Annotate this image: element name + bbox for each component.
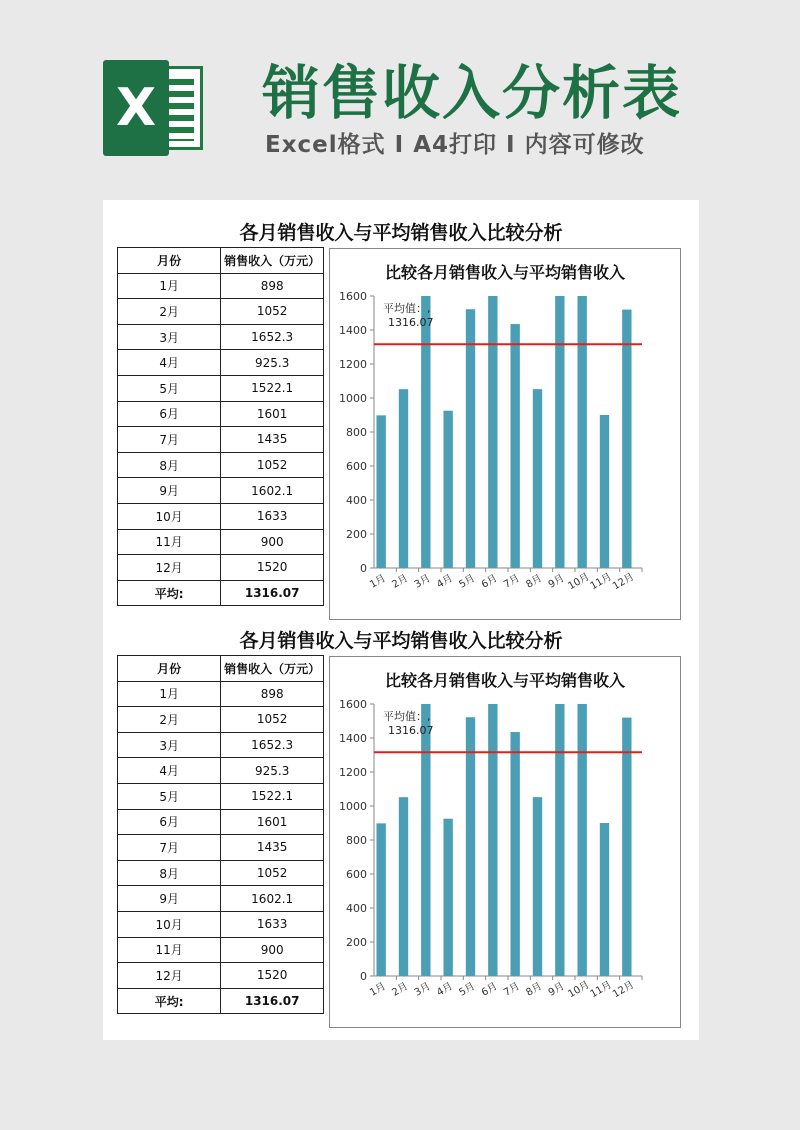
revenue-cell: 1652.3 xyxy=(221,324,324,350)
x-tick-label: 2月 xyxy=(390,572,411,591)
revenue-cell: 1052 xyxy=(221,860,324,886)
sheet-page xyxy=(103,200,699,1040)
revenue-cell: 900 xyxy=(221,529,324,555)
sales-table xyxy=(117,247,324,606)
bar xyxy=(466,717,475,976)
bar xyxy=(533,389,542,568)
x-tick-label: 12月 xyxy=(610,571,637,593)
y-tick-label: 800 xyxy=(346,426,367,439)
x-tick-label: 8月 xyxy=(524,980,545,999)
revenue-cell: 900 xyxy=(221,937,324,963)
x-tick-label: 11月 xyxy=(588,571,614,593)
y-tick-label: 1400 xyxy=(339,324,367,337)
excel-logo xyxy=(103,60,203,156)
y-tick-label: 400 xyxy=(346,902,367,915)
bar xyxy=(376,415,385,568)
table-row xyxy=(118,963,324,989)
bar xyxy=(488,296,497,568)
month-cell: 9月 xyxy=(118,478,221,504)
table-row xyxy=(118,860,324,886)
table-row xyxy=(118,324,324,350)
x-tick-label: 6月 xyxy=(479,980,500,999)
month-cell: 7月 xyxy=(118,427,221,453)
y-tick-label: 600 xyxy=(346,868,367,881)
revenue-cell: 1602.1 xyxy=(221,886,324,912)
bar xyxy=(510,324,519,568)
y-tick-label: 1200 xyxy=(339,766,367,779)
bar xyxy=(466,309,475,568)
y-tick-label: 0 xyxy=(360,562,367,575)
month-cell: 12月 xyxy=(118,555,221,581)
bar xyxy=(533,797,542,976)
bar xyxy=(399,797,408,976)
y-tick-label: 200 xyxy=(346,528,367,541)
average-line-label: 平均值：, 1316.07 xyxy=(383,302,434,329)
header-revenue: 销售收入（万元） xyxy=(221,656,324,682)
y-tick-label: 1400 xyxy=(339,732,367,745)
y-tick-label: 1600 xyxy=(339,698,367,711)
revenue-cell: 1052 xyxy=(221,452,324,478)
table-row xyxy=(118,299,324,325)
y-tick-label: 1000 xyxy=(339,392,367,405)
table-row xyxy=(118,503,324,529)
revenue-cell: 1522.1 xyxy=(221,783,324,809)
x-tick-label: 9月 xyxy=(546,980,567,999)
table-row xyxy=(118,350,324,376)
bar xyxy=(622,310,631,568)
month-cell: 1月 xyxy=(118,681,221,707)
table-header-row xyxy=(118,248,324,274)
header-month: 月份 xyxy=(118,656,221,682)
bar xyxy=(600,823,609,976)
header-month: 月份 xyxy=(118,248,221,274)
table-row xyxy=(118,401,324,427)
y-tick-label: 1000 xyxy=(339,800,367,813)
x-tick-label: 3月 xyxy=(412,572,433,591)
sales-table xyxy=(117,655,324,1014)
average-value: 1316.07 xyxy=(221,988,324,1014)
table-row xyxy=(118,783,324,809)
revenue-cell: 925.3 xyxy=(221,350,324,376)
y-tick-label: 200 xyxy=(346,936,367,949)
table-row xyxy=(118,375,324,401)
bar xyxy=(577,296,586,568)
sales-chart xyxy=(329,248,681,620)
x-tick-label: 10月 xyxy=(566,979,592,1001)
table-row xyxy=(118,707,324,733)
revenue-cell: 1435 xyxy=(221,835,324,861)
revenue-cell: 1435 xyxy=(221,427,324,453)
x-tick-label: 7月 xyxy=(502,980,522,999)
x-tick-label: 7月 xyxy=(502,572,522,591)
page-subtitle: Excel格式 I A4打印 I 内容可修改 xyxy=(265,132,645,158)
bar-chart-svg xyxy=(330,249,680,619)
x-tick-label: 2月 xyxy=(390,980,411,999)
x-tick-label: 4月 xyxy=(435,572,455,591)
average-label: 平均: xyxy=(118,988,221,1014)
bar xyxy=(421,296,430,568)
bar xyxy=(622,718,631,976)
table-row xyxy=(118,681,324,707)
revenue-cell: 1633 xyxy=(221,911,324,937)
bar xyxy=(488,704,497,976)
x-tick-label: 1月 xyxy=(368,980,388,999)
average-label: 平均: xyxy=(118,580,221,606)
bar xyxy=(600,415,609,568)
revenue-cell: 1601 xyxy=(221,809,324,835)
table-row xyxy=(118,529,324,555)
revenue-cell: 1601 xyxy=(221,401,324,427)
revenue-cell: 1652.3 xyxy=(221,732,324,758)
month-cell: 9月 xyxy=(118,886,221,912)
page-title: 销售收入分析表 xyxy=(262,59,683,127)
month-cell: 5月 xyxy=(118,783,221,809)
y-tick-label: 1600 xyxy=(339,290,367,303)
average-value: 1316.07 xyxy=(221,580,324,606)
x-tick-label: 6月 xyxy=(479,572,500,591)
bar xyxy=(376,823,385,976)
x-tick-label: 10月 xyxy=(566,571,592,593)
month-cell: 3月 xyxy=(118,732,221,758)
bar xyxy=(399,389,408,568)
month-cell: 11月 xyxy=(118,529,221,555)
month-cell: 8月 xyxy=(118,452,221,478)
table-header-row xyxy=(118,656,324,682)
table-row xyxy=(118,732,324,758)
revenue-cell: 1052 xyxy=(221,707,324,733)
month-cell: 6月 xyxy=(118,401,221,427)
revenue-cell: 898 xyxy=(221,273,324,299)
table-row xyxy=(118,809,324,835)
header-revenue: 销售收入（万元） xyxy=(221,248,324,274)
average-line-label: 平均值：, 1316.07 xyxy=(383,710,434,737)
x-tick-label: 11月 xyxy=(588,979,614,1001)
y-tick-label: 400 xyxy=(346,494,367,507)
revenue-cell: 1052 xyxy=(221,299,324,325)
month-cell: 6月 xyxy=(118,809,221,835)
revenue-cell: 1520 xyxy=(221,555,324,581)
sales-chart xyxy=(329,656,681,1028)
revenue-cell: 1633 xyxy=(221,503,324,529)
month-cell: 10月 xyxy=(118,911,221,937)
table-row xyxy=(118,835,324,861)
table-row xyxy=(118,937,324,963)
bar xyxy=(555,704,564,976)
table-row xyxy=(118,478,324,504)
average-row xyxy=(118,988,324,1014)
month-cell: 1月 xyxy=(118,273,221,299)
x-tick-label: 5月 xyxy=(457,980,478,999)
table-row xyxy=(118,427,324,453)
table-row xyxy=(118,273,324,299)
table-row xyxy=(118,758,324,784)
bar-chart-svg xyxy=(330,657,680,1027)
month-cell: 8月 xyxy=(118,860,221,886)
month-cell: 12月 xyxy=(118,963,221,989)
month-cell: 7月 xyxy=(118,835,221,861)
table-row xyxy=(118,452,324,478)
x-tick-label: 9月 xyxy=(546,572,567,591)
month-cell: 3月 xyxy=(118,324,221,350)
x-tick-label: 1月 xyxy=(368,572,388,591)
month-cell: 4月 xyxy=(118,350,221,376)
month-cell: 10月 xyxy=(118,503,221,529)
chart-title: 比较各月销售收入与平均销售收入 xyxy=(384,263,626,282)
bar xyxy=(510,732,519,976)
x-tick-label: 8月 xyxy=(524,572,545,591)
x-tick-label: 3月 xyxy=(412,980,433,999)
month-cell: 11月 xyxy=(118,937,221,963)
table-row xyxy=(118,555,324,581)
bar xyxy=(577,704,586,976)
revenue-cell: 1522.1 xyxy=(221,375,324,401)
x-tick-label: 5月 xyxy=(457,572,478,591)
excel-x-icon: X xyxy=(103,60,169,156)
month-cell: 4月 xyxy=(118,758,221,784)
bar xyxy=(555,296,564,568)
table-row xyxy=(118,886,324,912)
chart-title: 比较各月销售收入与平均销售收入 xyxy=(384,671,626,690)
x-tick-label: 12月 xyxy=(610,979,637,1001)
table-row xyxy=(118,911,324,937)
bar xyxy=(443,819,452,976)
section-title: 各月销售收入与平均销售收入比较分析 xyxy=(239,222,563,244)
y-tick-label: 0 xyxy=(360,970,367,983)
bar xyxy=(443,411,452,568)
revenue-cell: 1520 xyxy=(221,963,324,989)
x-tick-label: 4月 xyxy=(435,980,455,999)
y-tick-label: 800 xyxy=(346,834,367,847)
month-cell: 2月 xyxy=(118,299,221,325)
revenue-cell: 898 xyxy=(221,681,324,707)
month-cell: 2月 xyxy=(118,707,221,733)
revenue-cell: 1602.1 xyxy=(221,478,324,504)
y-tick-label: 1200 xyxy=(339,358,367,371)
month-cell: 5月 xyxy=(118,375,221,401)
revenue-cell: 925.3 xyxy=(221,758,324,784)
average-row xyxy=(118,580,324,606)
bar xyxy=(421,704,430,976)
section-title: 各月销售收入与平均销售收入比较分析 xyxy=(239,630,563,652)
y-tick-label: 600 xyxy=(346,460,367,473)
